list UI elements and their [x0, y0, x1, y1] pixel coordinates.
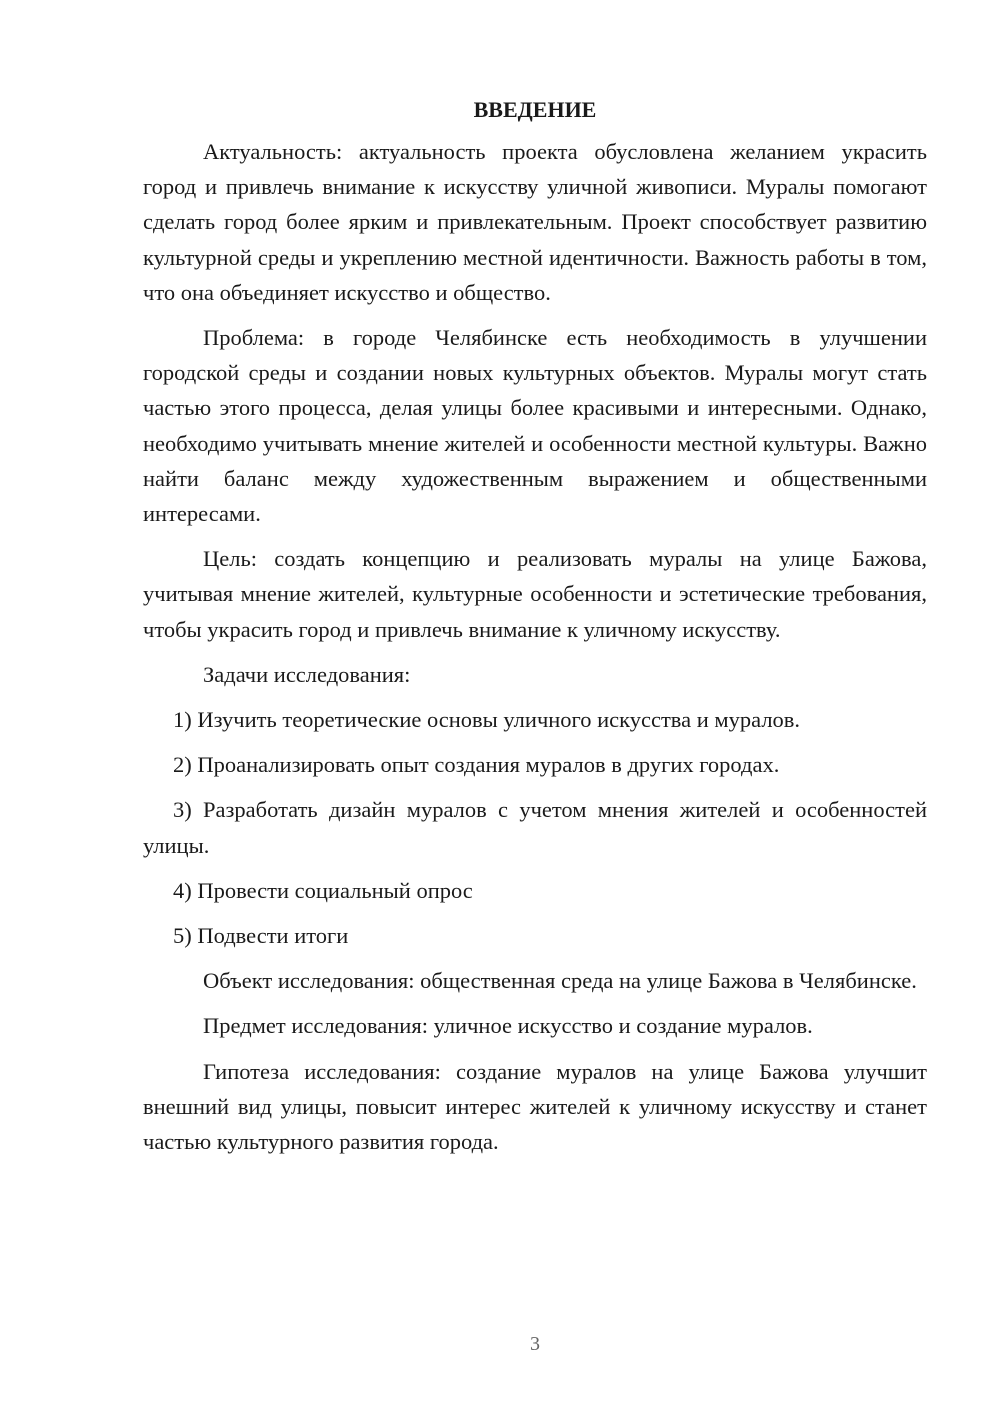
- object-paragraph: Объект исследования: общественная среда на улице Бажова в Челябинске.: [203, 968, 917, 994]
- hypothesis-paragraph: Гипотеза исследования: создание муралов на улице Бажова улучшит внешний вид улицы, повысит интерес жителей к уличному искусству и станет частью культурного развития города.: [143, 1058, 927, 1155]
- task-item-5: 5) Подвести итоги: [173, 923, 349, 949]
- document-page: [143, 94, 927, 1169]
- page-number: 3: [530, 1333, 540, 1355]
- subject-paragraph: Предмет исследования: уличное искусство и создание муралов.: [203, 1013, 813, 1039]
- task-item-2: 2) Проанализировать опыт создания муралов в других городах.: [173, 752, 780, 778]
- section-heading: ВВЕДЕНИЕ: [473, 97, 597, 122]
- task-item-4: 4) Провести социальный опрос: [173, 877, 473, 903]
- problem-paragraph: Проблема: в городе Челябинске есть необходимость в улучшении городской среды и создании новых культурных объектов. Муралы могут стать частью этого процесса, делая улицы более красивыми и интересными. Однако, необходимо учитывать мнение жителей и особенности местной культуры. Важно найти баланс между художественным выражением и общественными интересами.: [143, 325, 927, 527]
- task-item-3: 3) Разработать дизайн муралов с учетом мнения жителей и особенностей улицы.: [143, 797, 927, 858]
- goal-paragraph: Цель: создать концепцию и реализовать муралы на улице Бажова, учитывая мнение жителей, культурные особенности и эстетические требования, чтобы украсить город и привлечь внимание к уличному искусству.: [143, 546, 927, 642]
- task-item-1: 1) Изучить теоретические основы уличного искусства и муралов.: [173, 707, 801, 733]
- relevance-paragraph: Актуальность: актуальность проекта обусловлена желанием украсить город и привлечь внимание к искусству уличной живописи. Муралы помогают сделать город более ярким и привлекательным. Проект способствует развитию культурной среды и укреплению местной идентичности. Важность работы в том, что она объединяет искусство и общество.: [143, 139, 927, 305]
- tasks-title: Задачи исследования:: [203, 661, 411, 687]
